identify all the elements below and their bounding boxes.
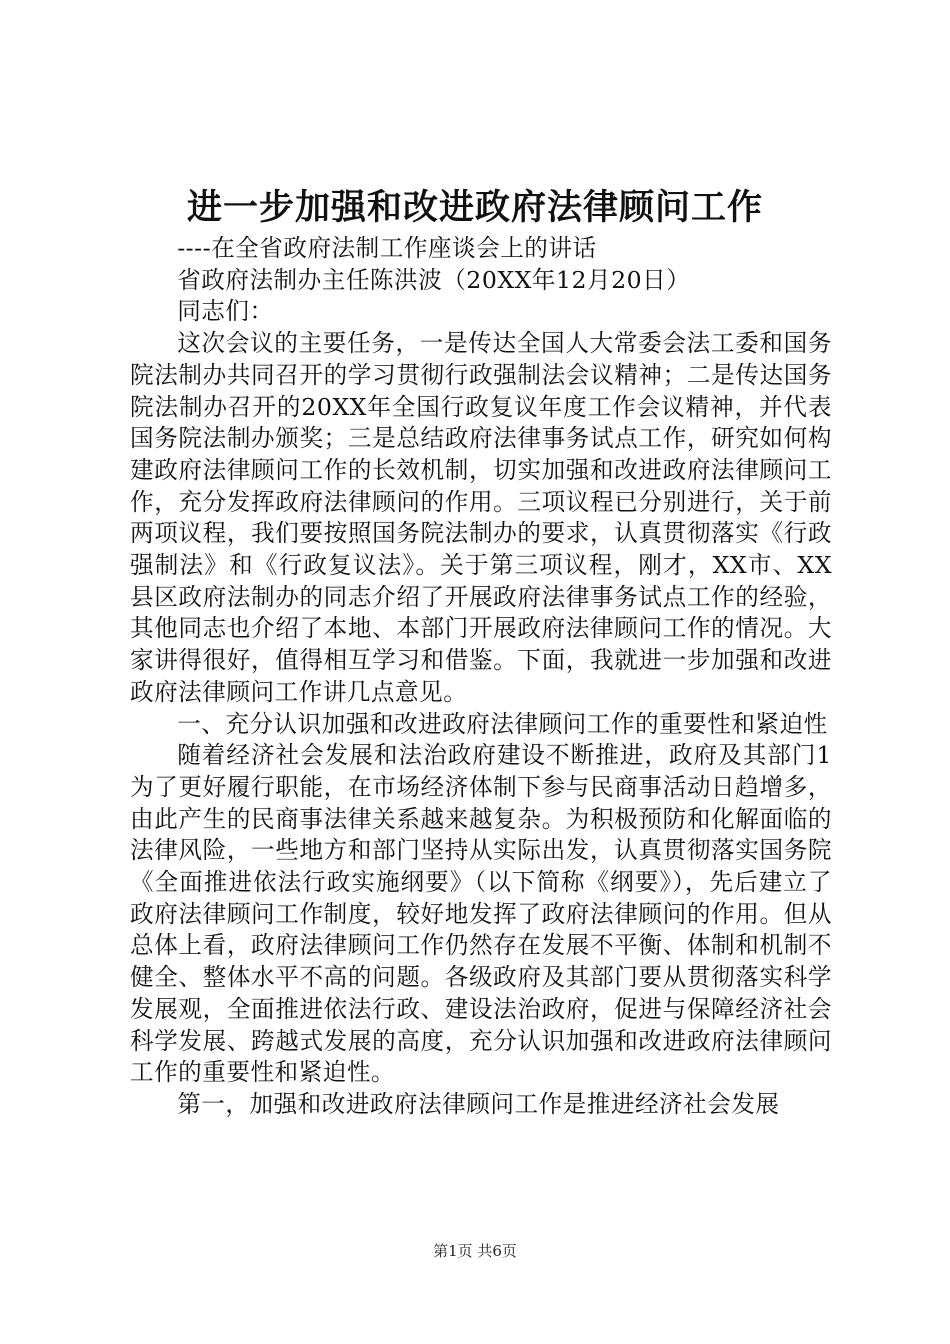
document-title: 进一步加强和改进政府法律顾问工作 bbox=[186, 187, 763, 228]
body-paragraph: 第一，加强和改进政府法律顾问工作是推进经济社会发展 bbox=[177, 1089, 780, 1118]
body-paragraph: 这次会议的主要任务，一是传达全国人大常委会法工委和国务院法制办共同召开的学习贯彻行政强制法会议精神；二是传达国务院法制办召开的20XX年全国行政复议年度工作会议精神，并代表国务院法制办颁奖；三是总结政府法律事务试点工作，研究如何构建政府法律顾问工作的长效机制，切实加强和改进政府法律顾问工作，充分发挥政府法律顾问的作用。三项议程已分别进行，关于前两项议程，我们要按照国务院法制办的要求，认真贯彻落实《行政强制法》和《行政复议法》。关于第三项议程，刚才，XX市、XX县区政府法制办的同志介绍了开展政府法律事务试点工作的经验，其他同志也介绍了本地、本部门开展政府法律顾问工作的情况。大家讲得很好，值得相互学习和借鉴。下面，我就进一步加强和改进政府法律顾问工作讲几点意见。 bbox=[130, 329, 832, 706]
document-body bbox=[130, 233, 832, 1121]
section-heading: 一、充分认识加强和改进政府法律顾问工作的重要性和紧迫性 bbox=[177, 709, 828, 738]
page-number: 第1页 共6页 bbox=[433, 1242, 517, 1260]
subtitle-line: ----在全省政府法制工作座谈会上的讲话 bbox=[177, 234, 597, 262]
salutation: 同志们： bbox=[177, 297, 274, 326]
body-paragraph: 随着经济社会发展和法治政府建设不断推进，政府及其部门1为了更好履行职能，在市场经济体制下参与民商事活动日趋增多，由此产生的民商事法律关系越来越复杂。为积极预防和化解面临的法律风险，一些地方和部门坚持从实际出发，认真贯彻落实国务院《全面推进依法行政实施纲要》（以下简称《纲要》），先后建立了政府法律顾问工作制度，较好地发挥了政府法律顾问的作用。但从总体上看，政府法律顾问工作仍然存在发展不平衡、体制和机制不健全、整体水平不高的问题。各级政府及其部门要从贯彻落实科学发展观，全面推进依法行政、建设法治政府，促进与保障经济社会科学发展、跨越式发展的高度，充分认识加强和改进政府法律顾问工作的重要性和紧迫性。 bbox=[130, 741, 832, 1087]
speaker-line: 省政府法制办主任陈洪波（20XX年12月20日） bbox=[177, 265, 691, 294]
